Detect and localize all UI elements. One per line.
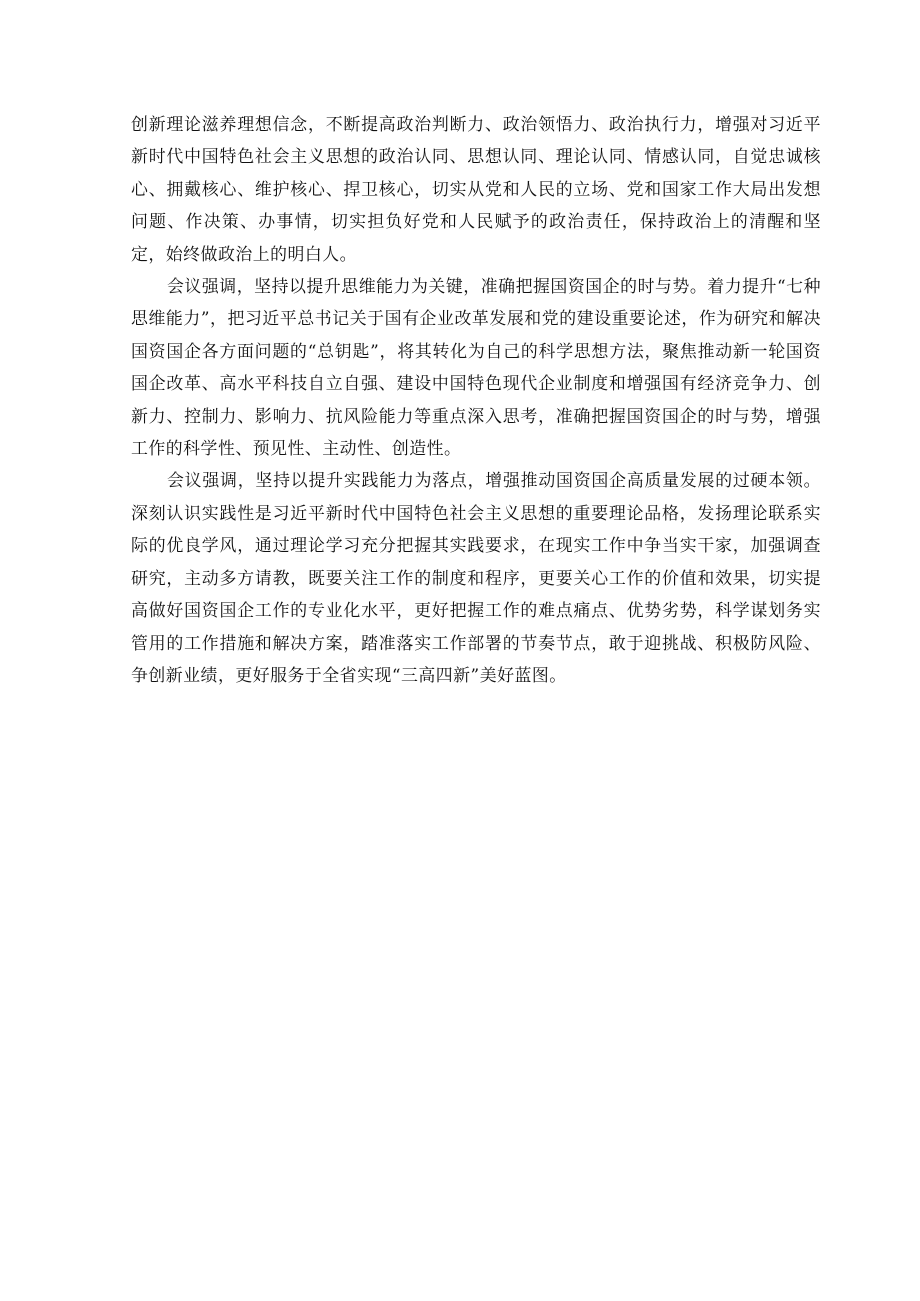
paragraph-practice-ability: 会议强调，坚持以提升实践能力为落点，增强推动国资国企高质量发展的过硬本领。深刻认识实践性是习近平新时代中国特色社会主义思想的重要理论品格，发扬理论联系实际的优良学风，通过理论学习充分把握其实践要求，在现实工作中争当实干家，加强调查研究，主动多方请教，既要关注工作的制度和程序，更要关心工作的价值和效果，切实提高做好国资国企工作的专业化水平，更好把握工作的难点痛点、优势劣势，科学谋划务实管用的工作措施和解决方案，踏准落实工作部署的节奏节点，敢于迎挑战、积极防风险、争创新业绩，更好服务于全省实现“三高四新”美好蓝图。 bbox=[131, 470, 821, 685]
document-body bbox=[131, 108, 821, 691]
paragraph-thinking-ability: 会议强调，坚持以提升思维能力为关键，准确把握国资国企的时与势。着力提升“七种思维能力”，把习近平总书记关于国有企业改革发展和党的建设重要论述，作为研究和解决国资国企各方面问题的“总钥匙”，将其转化为自己的科学思想方法，聚焦推动新一轮国资国企改革、高水平科技自立自强、建设中国特色现代企业制度和增强国有经济竞争力、创新力、控制力、影响力、抗风险能力等重点深入思考，准确把握国资国企的时与势，增强工作的科学性、预见性、主动性、创造性。 bbox=[131, 276, 821, 459]
paragraph-continuation: 创新理论滋养理想信念，不断提高政治判断力、政治领悟力、政治执行力，增强对习近平新时代中国特色社会主义思想的政治认同、思想认同、理论认同、情感认同，自觉忠诚核心、拥戴核心、维护核心、捍卫核心，切实从党和人民的立场、党和国家工作大局出发想问题、作决策、办事情，切实担负好党和人民赋予的政治责任，保持政治上的清醒和坚定，始终做政治上的明白人。 bbox=[131, 114, 821, 264]
